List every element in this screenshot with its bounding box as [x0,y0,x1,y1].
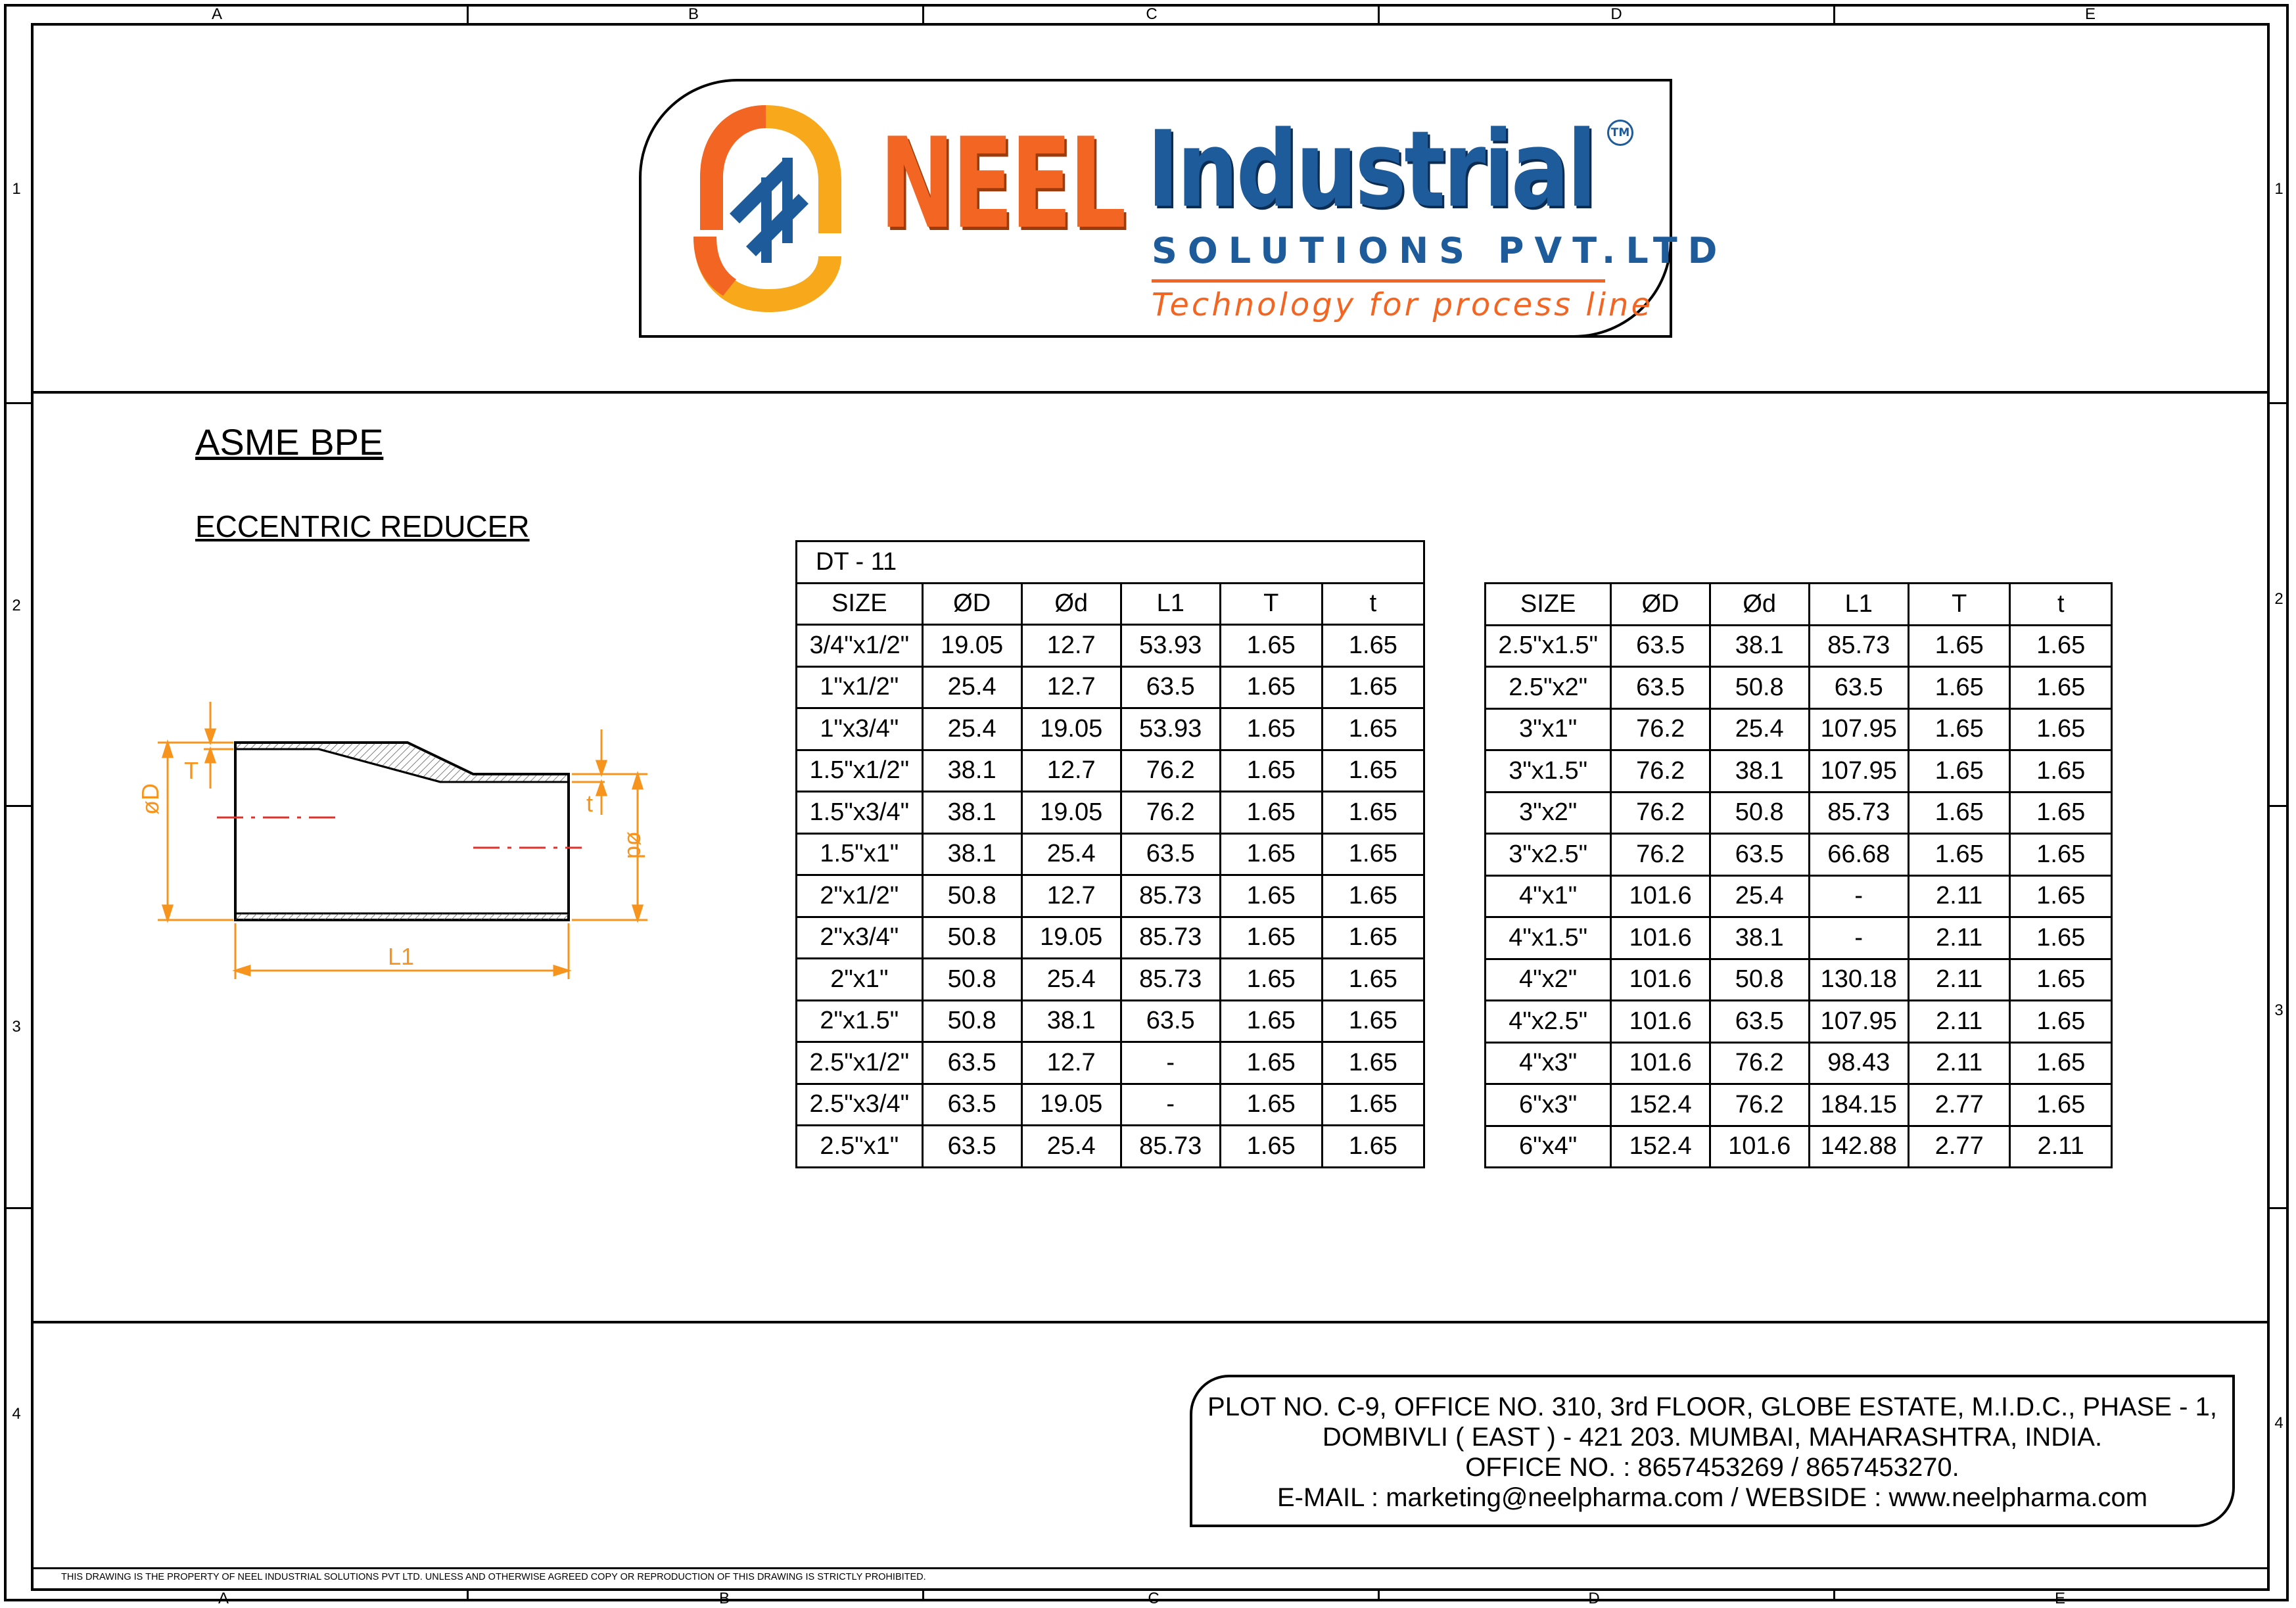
table-cell: 1.65 [2010,792,2112,834]
dim-label-d: ød [622,831,649,860]
table-cell: - [1809,875,1909,917]
table-row [797,792,1424,834]
table-cell: 1.65 [1220,625,1322,667]
table-cell: 2.5"x1.5" [1486,625,1611,667]
zone-label-right: 1 [2274,180,2284,198]
table-cell: 12.7 [1021,1042,1121,1084]
logo-tagline: Technology for process line [1152,287,1654,323]
table-cell: 76.2 [1121,792,1220,834]
header-outer-diameter: ØD [922,583,1021,625]
table-cell: 25.4 [1710,875,1809,917]
table-cell: 1.65 [1322,833,1424,875]
table-cell: 6"x3" [1486,1084,1611,1126]
disclaimer-divider [31,1567,2270,1569]
eccentric-reducer-drawing [145,683,657,986]
table-cell: 2"x1" [797,959,923,1001]
table-cell: 2.5"x3/4" [797,1084,923,1126]
table-cell: 3"x2" [1486,792,1611,834]
logo-subtitle: SOLUTIONS PVT.LTD [1152,230,1728,271]
table-cell: 101.6 [1611,875,1710,917]
table-cell: 38.1 [922,750,1021,792]
table-row [1486,750,2112,793]
dimension-table-right [1484,582,2113,1168]
table-cell: 3/4"x1/2" [797,625,923,667]
table-row [797,875,1424,917]
table-cell: 50.8 [1710,959,1809,1001]
table-row [1486,708,2112,750]
table-cell: 19.05 [1021,917,1121,959]
zone-label-right: 4 [2274,1414,2284,1432]
table-cell: 1.65 [2010,625,2112,667]
table-cell: 1.65 [2010,834,2112,876]
table-cell: 6"x4" [1486,1126,1611,1168]
table-cell: 1.65 [1909,792,2010,834]
logo-mark-icon [684,99,855,319]
table-row [1486,667,2112,709]
table-cell: 1.65 [1322,875,1424,917]
table-cell: 25.4 [1021,833,1121,875]
zone-label-left: 2 [12,597,21,614]
table-row [1486,1126,2112,1168]
table-cell: 1.65 [1220,1126,1322,1168]
zone-divider [467,1588,469,1601]
table-cell: 85.73 [1809,792,1909,834]
table-header-row [1486,584,2112,626]
table-cell: - [1121,1084,1220,1126]
table-cell: 1.65 [1322,750,1424,792]
zone-label-bottom: A [218,1590,229,1607]
table-cell: 53.93 [1121,708,1220,750]
logo-name: Industrial [1147,108,1595,231]
footer-divider [31,1321,2270,1323]
table-cell: 142.88 [1809,1126,1909,1168]
table-row [797,1042,1424,1084]
table-cell: 1.65 [2010,1001,2112,1043]
table-cell: 76.2 [1121,750,1220,792]
zone-divider [1833,1588,1835,1601]
table-cell: 19.05 [1021,792,1121,834]
header-size: SIZE [1486,584,1611,626]
table-cell: 98.43 [1809,1042,1909,1084]
header-outer-diameter: ØD [1611,584,1710,626]
table-cell: 2"x3/4" [797,917,923,959]
table-cell: 76.2 [1611,750,1710,793]
dim-label-D-vertical: øD [137,783,164,815]
zone-divider [1833,4,1835,26]
table-cell: 1.65 [2010,750,2112,793]
table-cell: 1.65 [1322,1000,1424,1042]
table-cell: 85.73 [1121,959,1220,1001]
zone-label-top: E [2084,5,2096,23]
zone-label-top: C [1146,5,1158,23]
table-cell: 38.1 [922,792,1021,834]
header-length: L1 [1809,584,1909,626]
table-row [1486,792,2112,834]
table-cell: 3"x2.5" [1486,834,1611,876]
table-cell: 63.5 [1121,833,1220,875]
table-cell: 25.4 [1021,959,1121,1001]
zone-label-bottom: B [718,1590,730,1607]
table-cell: 1.65 [2010,1042,2112,1084]
zone-divider [2268,402,2289,404]
table-cell: 1.65 [2010,959,2112,1001]
table-cell: 38.1 [1710,625,1809,667]
table-row [797,625,1424,667]
logo-brand: NEEL [879,111,1124,256]
table-row [1486,1042,2112,1084]
header-divider [31,391,2270,394]
table-cell: 2.11 [2010,1126,2112,1168]
zone-label-top: A [211,5,222,23]
table-cell: 1.65 [1220,833,1322,875]
table-cell: 76.2 [1710,1084,1809,1126]
table-cell: 1.65 [2010,1084,2112,1126]
table-cell: 50.8 [922,875,1021,917]
zone-label-right: 2 [2274,590,2284,608]
table-cell: 4"x2.5" [1486,1001,1611,1043]
zone-divider [1378,1588,1380,1601]
table-cell: 63.5 [922,1042,1021,1084]
table-row [1486,1001,2112,1043]
dimension-table-left [795,540,1425,1168]
table-cell: 4"x1.5" [1486,917,1611,959]
table-cell: 1.65 [1909,750,2010,793]
table-row [797,666,1424,708]
table-cell: 3"x1" [1486,708,1611,750]
table-cell: 63.5 [1710,1001,1809,1043]
table-cell: 1.65 [1220,750,1322,792]
table-cell: 1.65 [1220,666,1322,708]
table-cell: 1.65 [1322,792,1424,834]
table-cell: 2"x1/2" [797,875,923,917]
table-cell: 101.6 [1611,917,1710,959]
table-row [1486,1084,2112,1126]
table-caption: DT - 11 [797,541,1424,584]
table-cell: 85.73 [1121,1126,1220,1168]
table-cell: 1.65 [1322,1126,1424,1168]
zone-divider [922,4,924,26]
dim-label-T: T [184,757,199,784]
table-cell: 50.8 [1710,667,1809,709]
header-size: SIZE [797,583,923,625]
table-cell: 1.65 [1909,708,2010,750]
standard-title: ASME BPE [195,421,384,463]
table-cell: 184.15 [1809,1084,1909,1126]
header-inner-diameter: Ød [1021,583,1121,625]
table-row [797,750,1424,792]
table-cell: 2.11 [1909,917,2010,959]
header-wall-t: t [1322,583,1424,625]
table-cell: 2.5"x1" [797,1126,923,1168]
table-cell: 12.7 [1021,875,1121,917]
table-row [797,917,1424,959]
table-cell: 1.65 [1322,708,1424,750]
zone-label-left: 1 [12,180,21,198]
zone-label-bottom: C [1148,1590,1160,1607]
zone-label-right: 3 [2274,1001,2284,1019]
table-cell: 63.5 [1121,666,1220,708]
table-cell: 85.73 [1121,875,1220,917]
table-cell: 152.4 [1611,1126,1710,1168]
zone-divider [922,1588,924,1601]
zone-divider [2268,805,2289,807]
table-cell: 63.5 [1611,625,1710,667]
address-line-1: PLOT NO. C-9, OFFICE NO. 310, 3rd FLOOR, GLOBE ESTATE, M.I.D.C., PHASE - 1, [1207,1392,2217,1421]
office-phone: OFFICE NO. : 8657453269 / 8657453270. [1465,1453,1959,1482]
header-length: L1 [1121,583,1220,625]
table-cell: 4"x3" [1486,1042,1611,1084]
table-cell: 4"x1" [1486,875,1611,917]
table-cell: 1.65 [2010,708,2112,750]
table-cell: 130.18 [1809,959,1909,1001]
table-cell: 1.65 [1220,1042,1322,1084]
table-row [797,959,1424,1001]
table-cell: 1.65 [1322,1084,1424,1126]
table-cell: 38.1 [1021,1000,1121,1042]
table-header-row [797,583,1424,625]
table-cell: 1.65 [1220,792,1322,834]
zone-divider [4,1207,33,1209]
table-cell: 1.65 [2010,875,2112,917]
table-cell: 2.11 [1909,1042,2010,1084]
table-cell: 1.65 [1909,625,2010,667]
address-line-2: DOMBIVLI ( EAST ) - 421 203. MUMBAI, MAHARASHTRA, INDIA. [1322,1423,2103,1452]
table-cell: 50.8 [922,917,1021,959]
table-cell: 76.2 [1611,708,1710,750]
table-cell: 19.05 [1021,1084,1121,1126]
table-cell: 12.7 [1021,750,1121,792]
table-cell: 101.6 [1710,1126,1809,1168]
table-row [1486,959,2112,1001]
table-cell: 1.65 [1220,917,1322,959]
table-cell: 101.6 [1611,1001,1710,1043]
header-wall-T: T [1220,583,1322,625]
zone-label-top: D [1610,5,1622,23]
table-cell: 1.65 [1322,666,1424,708]
dim-label-t: t [586,790,594,817]
table-cell: 85.73 [1809,625,1909,667]
table-cell: 1.65 [2010,917,2112,959]
table-row [797,1084,1424,1126]
table-cell: 63.5 [1121,1000,1220,1042]
table-cell: 38.1 [922,833,1021,875]
table-cell: 107.95 [1809,750,1909,793]
table-cell: 1.65 [1220,1000,1322,1042]
table-cell: - [1121,1042,1220,1084]
zone-divider [2268,1207,2289,1209]
table-cell: 76.2 [1611,792,1710,834]
table-cell: 1.65 [2010,667,2112,709]
table-cell: 2"x1.5" [797,1000,923,1042]
table-cell: 53.93 [1121,625,1220,667]
table-cell: 107.95 [1809,708,1909,750]
table-cell: 25.4 [922,666,1021,708]
table-cell: 2.11 [1909,959,2010,1001]
table-row [1486,875,2112,917]
table-cell: 101.6 [1611,959,1710,1001]
table-cell: 107.95 [1809,1001,1909,1043]
table-cell: 2.5"x2" [1486,667,1611,709]
table-cell: 1"x1/2" [797,666,923,708]
table-cell: 1.5"x3/4" [797,792,923,834]
table-row [797,833,1424,875]
table-cell: 4"x2" [1486,959,1611,1001]
table-row [797,708,1424,750]
table-cell: 2.5"x1/2" [797,1042,923,1084]
table-row [797,1126,1424,1168]
logo-underline [1152,279,1605,283]
header-inner-diameter: Ød [1710,584,1809,626]
contact-email-website: E-MAIL : marketing@neelpharma.com / WEBSIDE : www.neelpharma.com [1277,1483,2148,1512]
table-cell: 63.5 [922,1084,1021,1126]
table-cell: 2.77 [1909,1126,2010,1168]
trademark-badge: TM [1607,120,1633,146]
table-cell: 3"x1.5" [1486,750,1611,793]
table-row [1486,834,2112,876]
table-cell: 19.05 [1021,708,1121,750]
table-cell: 1.65 [1220,708,1322,750]
zone-divider [4,402,33,404]
zone-label-bottom: E [2054,1590,2065,1607]
table-cell: 2.77 [1909,1084,2010,1126]
table-cell: 38.1 [1710,750,1809,793]
table-cell: 1.65 [1322,625,1424,667]
table-cell: 1.65 [1220,875,1322,917]
table-cell: 25.4 [1021,1126,1121,1168]
table-cell: 76.2 [1710,1042,1809,1084]
table-cell: 50.8 [922,959,1021,1001]
table-cell: 63.5 [1710,834,1809,876]
table-cell: 25.4 [922,708,1021,750]
table-cell: 1.65 [1322,959,1424,1001]
table-cell: 63.5 [1809,667,1909,709]
table-cell: 1.65 [1322,1042,1424,1084]
table-cell: 12.7 [1021,666,1121,708]
table-cell: 1.65 [1220,959,1322,1001]
table-cell: 85.73 [1121,917,1220,959]
table-cell: 38.1 [1710,917,1809,959]
table-cell: 1.65 [1220,1084,1322,1126]
zone-label-top: B [688,5,699,23]
table-cell: 2.11 [1909,1001,2010,1043]
table-cell: 63.5 [922,1126,1021,1168]
zone-label-left: 4 [12,1405,21,1423]
header-wall-t: t [2010,584,2112,626]
table-cell: 1.65 [1322,917,1424,959]
dim-label-L1: L1 [388,943,415,970]
table-cell: - [1809,917,1909,959]
table-cell: 1.65 [1909,834,2010,876]
zone-divider [1378,4,1380,26]
zone-divider [4,805,33,807]
header-wall-T: T [1909,584,2010,626]
zone-divider [467,4,469,26]
table-cell: 66.68 [1809,834,1909,876]
table-cell: 19.05 [922,625,1021,667]
table-row [797,1000,1424,1042]
table-cell: 1.5"x1" [797,833,923,875]
table-cell: 101.6 [1611,1042,1710,1084]
table-cell: 25.4 [1710,708,1809,750]
table-cell: 12.7 [1021,625,1121,667]
table-cell: 152.4 [1611,1084,1710,1126]
table-cell: 50.8 [922,1000,1021,1042]
zone-label-bottom: D [1588,1590,1600,1607]
zone-label-left: 3 [12,1018,21,1036]
table-cell: 1.65 [1909,667,2010,709]
table-cell: 63.5 [1611,667,1710,709]
table-cell: 76.2 [1611,834,1710,876]
table-row [1486,917,2112,959]
table-cell: 2.11 [1909,875,2010,917]
table-cell: 1.5"x1/2" [797,750,923,792]
table-cell: 50.8 [1710,792,1809,834]
table-row [1486,625,2112,667]
disclaimer-text: THIS DRAWING IS THE PROPERTY OF NEEL INDUSTRIAL SOLUTIONS PVT LTD. UNLESS AND OTHERWISE AGREED COPY OR REPRODUCTION OF THIS DRAWING IS STRICTLY PROHIBITED. [61,1572,926,1582]
part-title: ECCENTRIC REDUCER [195,509,530,543]
table-cell: 1"x3/4" [797,708,923,750]
